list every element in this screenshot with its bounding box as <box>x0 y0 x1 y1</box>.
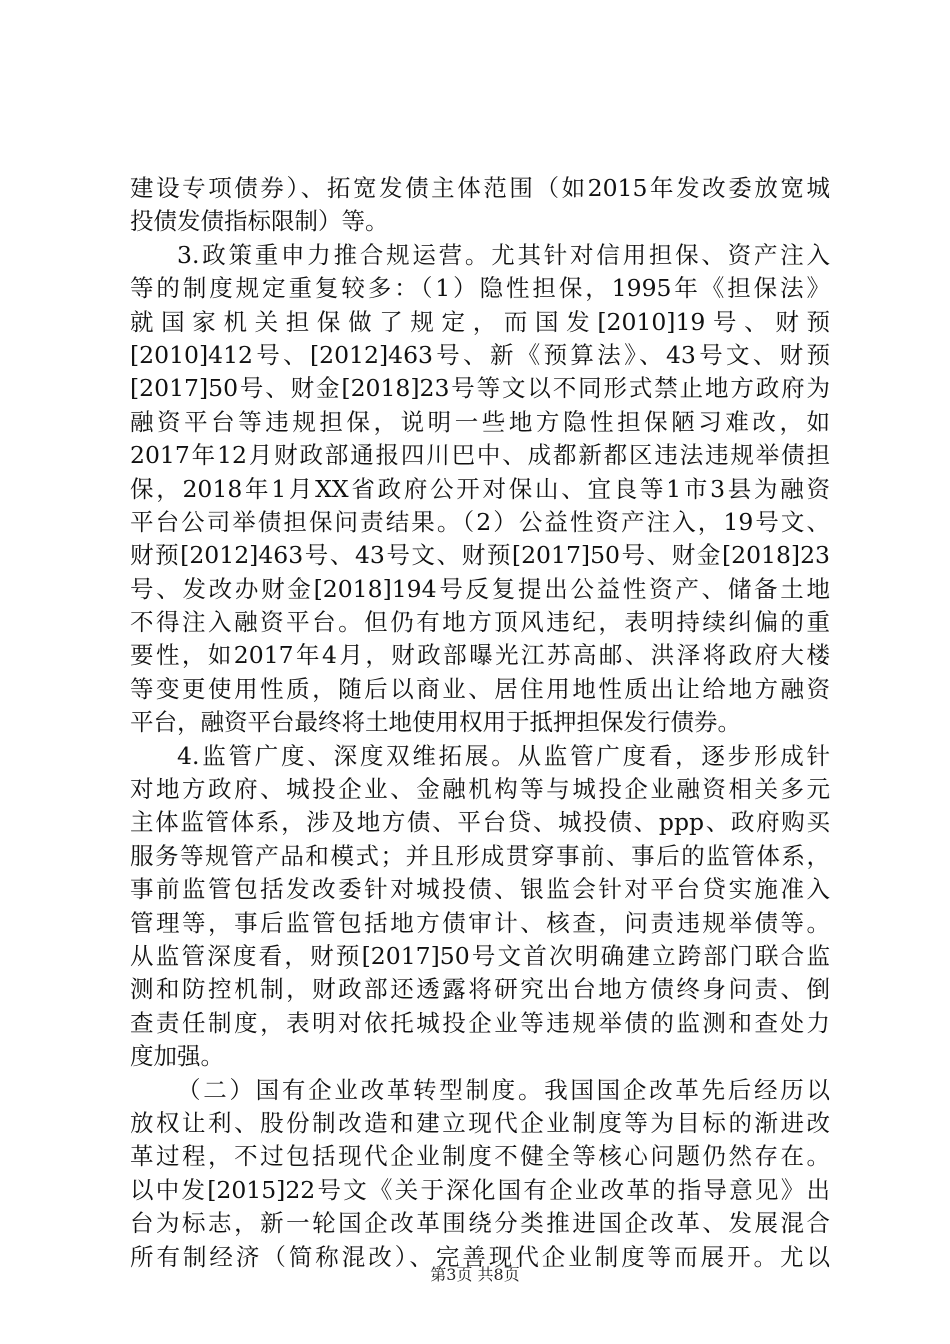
text-line: 建设专项债券）、拓宽发债主体范围（如2015年发改委放宽城 <box>130 174 830 202</box>
text-line: 不得注入融资平台。但仍有地方顶风违纪，表明持续纠偏的重 <box>130 608 830 637</box>
text-line: 查责任制度，表明对依托城投企业等违规举债的监测和查处力 <box>130 1008 830 1037</box>
text-line: 放权让利、股份制改造和建立现代企业制度等为目标的渐进改 <box>130 1108 830 1137</box>
text-line: 财预[2012]463号、43号文、财预[2017]50号、财金[2018]23 <box>130 541 830 570</box>
text-line: 平台公司举债担保问责结果。（2）公益性资产注入，19号文、 <box>130 507 830 536</box>
text-line: 管理等，事后监管包括地方债审计、核查，问责违规举债等。 <box>130 908 830 937</box>
text-line: 2017年12月财政部通报四川巴中、成都新都区违法违规举债担 <box>130 441 830 470</box>
body-text <box>130 172 830 1274</box>
text-line: 等变更使用性质，随后以商业、居住用地性质出让给地方融资 <box>130 674 830 703</box>
text-line: 革过程，不过包括现代企业制度不健全等核心问题仍然存在。 <box>130 1142 830 1171</box>
text-line: 平台，融资平台最终将土地使用权用于抵押担保发行债券。 <box>130 708 741 737</box>
text-line: 所有制经济（简称混改）、完善现代企业制度等而展开。尤以 <box>130 1242 830 1271</box>
text-line: 服务等规管产品和模式；并且形成贯穿事前、事后的监管体系， <box>130 841 830 870</box>
page-footer: 第3页 共8页 <box>430 1265 520 1284</box>
text-line: 融资平台等违规担保，说明一些地方隐性担保陋习难改，如 <box>130 407 830 436</box>
text-line: 测和防控机制，财政部还透露将研究出台地方债终身问责、倒 <box>130 975 830 1004</box>
text-line: 对地方政府、城投企业、金融机构等与城投企业融资相关多元 <box>130 775 830 804</box>
text-line: 台为标志，新一轮国企改革围绕分类推进国企改革、发展混合 <box>130 1209 830 1238</box>
text-line: 度加强。 <box>130 1042 224 1071</box>
text-line: [2017]50号、财金[2018]23号等文以不同形式禁止地方政府为 <box>130 374 830 403</box>
text-line: 就国家机关担保做了规定，而国发[2010]19号、财预 <box>130 307 830 336</box>
text-line: 以中发[2015]22号文《关于深化国有企业改革的指导意见》出 <box>130 1175 830 1204</box>
text-line: 保，2018年1月XX省政府公开对保山、宜良等1市3县为融资 <box>130 474 830 503</box>
text-line: 从监管深度看，财预[2017]50号文首次明确建立跨部门联合监 <box>130 941 830 970</box>
text-line: 要性，如2017年4月，财政部曝光江苏高邮、洪泽将政府大楼 <box>130 641 830 670</box>
text-line: 等的制度规定重复较多：（1）隐性担保，1995年《担保法》 <box>130 274 830 303</box>
text-line: [2010]412号、[2012]463号、新《预算法》、43号文、财预 <box>130 340 830 369</box>
text-line: （二）国有企业改革转型制度。我国国企改革先后经历以 <box>177 1075 830 1104</box>
text-line: 投债发债指标限制）等。 <box>130 207 389 236</box>
text-line: 事前监管包括发改委针对城投债、银监会针对平台贷实施准入 <box>130 875 830 904</box>
text-line: 3.政策重申力推合规运营。尤其针对信用担保、资产注入 <box>177 240 830 269</box>
text-line: 4.监管广度、深度双维拓展。从监管广度看，逐步形成针 <box>177 741 830 770</box>
text-line: 主体监管体系，涉及地方债、平台贷、城投债、ppp、政府购买 <box>130 808 830 837</box>
text-line: 号、发改办财金[2018]194号反复提出公益性资产、储备土地 <box>130 574 830 603</box>
